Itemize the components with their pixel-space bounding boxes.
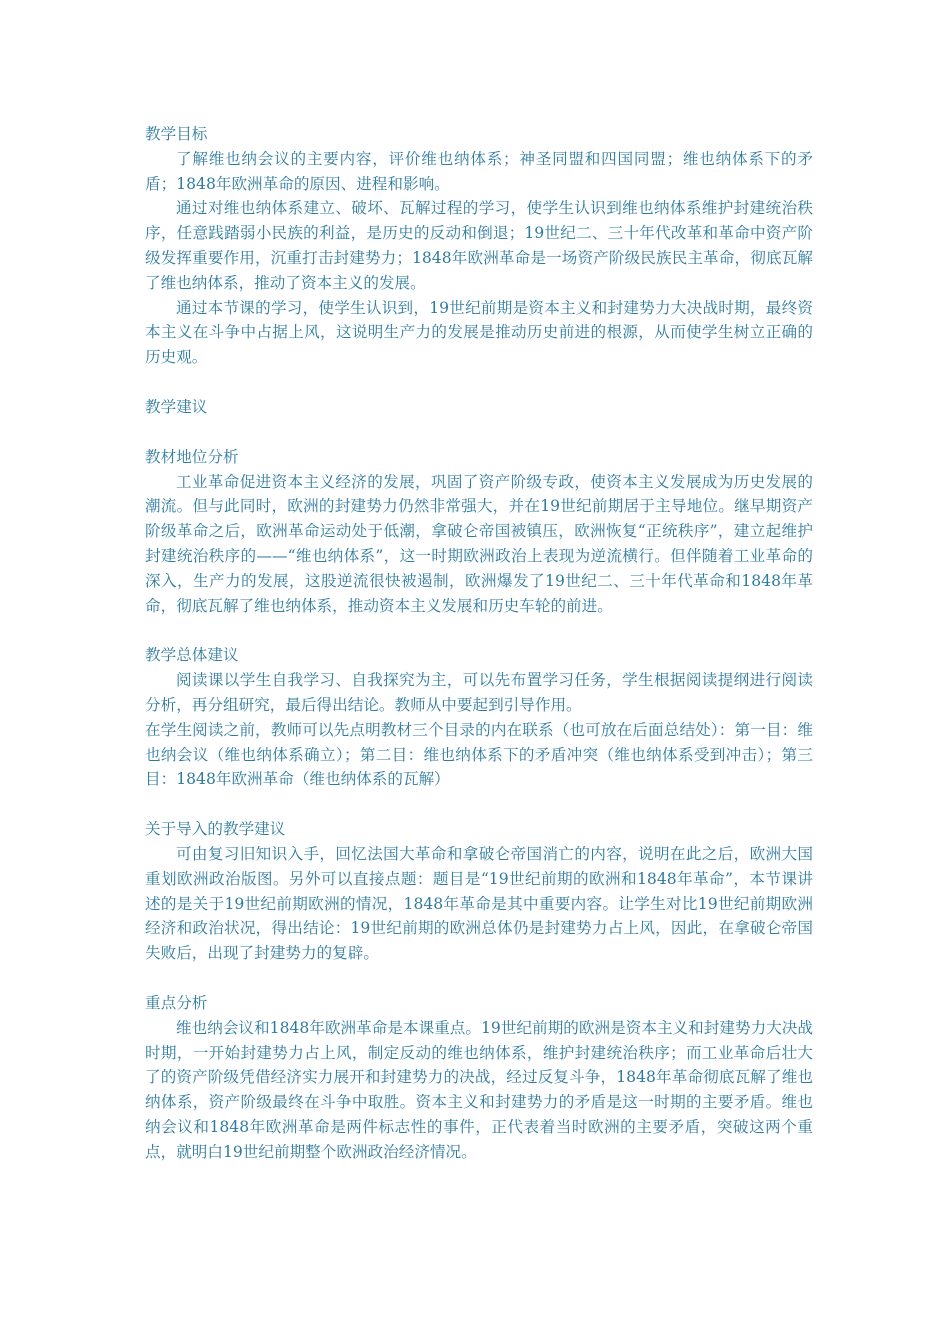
section-heading-teaching-goals: 教学目标: [145, 125, 208, 143]
spacer: [145, 618, 813, 643]
section-heading-introduction-suggestions: 关于导入的教学建议: [145, 820, 286, 839]
spacer: [145, 792, 813, 817]
section-heading-teaching-suggestions: 教学建议: [145, 397, 208, 416]
paragraph: 通过本节课的学习，使学生认识到，19世纪前期是资本主义和封建势力大决战时期，最终资本主义在斗争中占据上风，这说明生产力的发展是推动历史前进的根源，从而使学生树立正确的历史观。: [145, 298, 813, 367]
paragraph: 阅读课以学生自我学习、自我探究为主，可以先布置学习任务，学生根据阅读提纲进行阅读分析，再分组研究，最后得出结论。教师从中要起到引导作用。: [145, 671, 813, 714]
paragraph: 可由复习旧知识入手，回忆法国大革命和拿破仑帝国消亡的内容，说明在此之后，欧洲大国重划欧洲政治版图。另外可以直接点题：题目是“19世纪前期的欧洲和1848年革命”，本节课讲述的是关于19世纪前期欧洲的情况，1848年革命是其中重要内容。让学生对比19世纪前期欧洲经济和政治状况，得出结论：19世纪前期的欧洲总体仍是封建势力占上风，因此，在拿破仑帝国失败后，出现了封建势力的复辟。: [145, 844, 813, 963]
paragraph-unindented: 在学生阅读之前，教师可以先点明教材三个目录的内在联系（也可放在后面总结处）：第一目：维也纳会议（维也纳体系确立）；第二目：维也纳体系下的矛盾冲突（维也纳体系受到冲击）；第三目：1848年欧洲革命（维也纳体系的瓦解）: [145, 720, 813, 789]
spacer: [145, 420, 813, 445]
paragraph: 通过对维也纳体系建立、破坏、瓦解过程的学习，使学生认识到维也纳体系维护封建统治秩序，任意践踏弱小民族的利益，是历史的反动和倒退；19世纪二、三十年代改革和革命中资产阶级发挥重要作用，沉重打击封建势力；1848年欧洲革命是一场资产阶级民族民主革命，彻底瓦解了维也纳体系，推动了资本主义的发展。: [145, 199, 813, 292]
section-heading-overall-suggestions: 教学总体建议: [145, 646, 239, 665]
paragraph: 维也纳会议和1848年欧洲革命是本课重点。19世纪前期的欧洲是资本主义和封建势力大决战时期，一开始封建势力占上风，制定反动的维也纳体系，维护封建统治秩序；而工业革命后壮大了的资产阶级凭借经济实力展开和封建势力的决战，经过反复斗争，1848年革命彻底瓦解了维也纳体系，资产阶级最终在斗争中取胜。资本主义和封建势力的矛盾是这一时期的主要矛盾。维也纳会议和1848年欧洲革命是两件标志性的事件，正代表着当时欧洲的主要矛盾，突破这两个重点，就明白19世纪前期整个欧洲政治经济情况。: [145, 1018, 813, 1161]
spacer: [145, 370, 813, 395]
document-page: [145, 122, 813, 1164]
section-heading-key-points: 重点分析: [145, 993, 208, 1012]
section-heading-textbook-position: 教材地位分析: [145, 447, 239, 466]
paragraph: 了解维也纳会议的主要内容，评价维也纳体系；神圣同盟和四国同盟；维也纳体系下的矛盾；1848年欧洲革命的原因、进程和影响。: [145, 149, 813, 193]
paragraph: 工业革命促进资本主义经济的发展，巩固了资产阶级专政，使资本主义发展成为历史发展的潮流。但与此同时，欧洲的封建势力仍然非常强大，并在19世纪前期居于主导地位。继早期资产阶级革命之后，欧洲革命运动处于低潮，拿破仑帝国被镇压，欧洲恢复“正统秩序”，建立起维护封建统治秩序的——“维也纳体系”，这一时期欧洲政治上表现为逆流横行。但伴随着工业革命的深入，生产力的发展，这股逆流很快被遏制，欧洲爆发了19世纪二、三十年代革命和1848年革命，彻底瓦解了维也纳体系，推动资本主义发展和历史车轮的前进。: [145, 472, 813, 615]
spacer: [145, 966, 813, 991]
